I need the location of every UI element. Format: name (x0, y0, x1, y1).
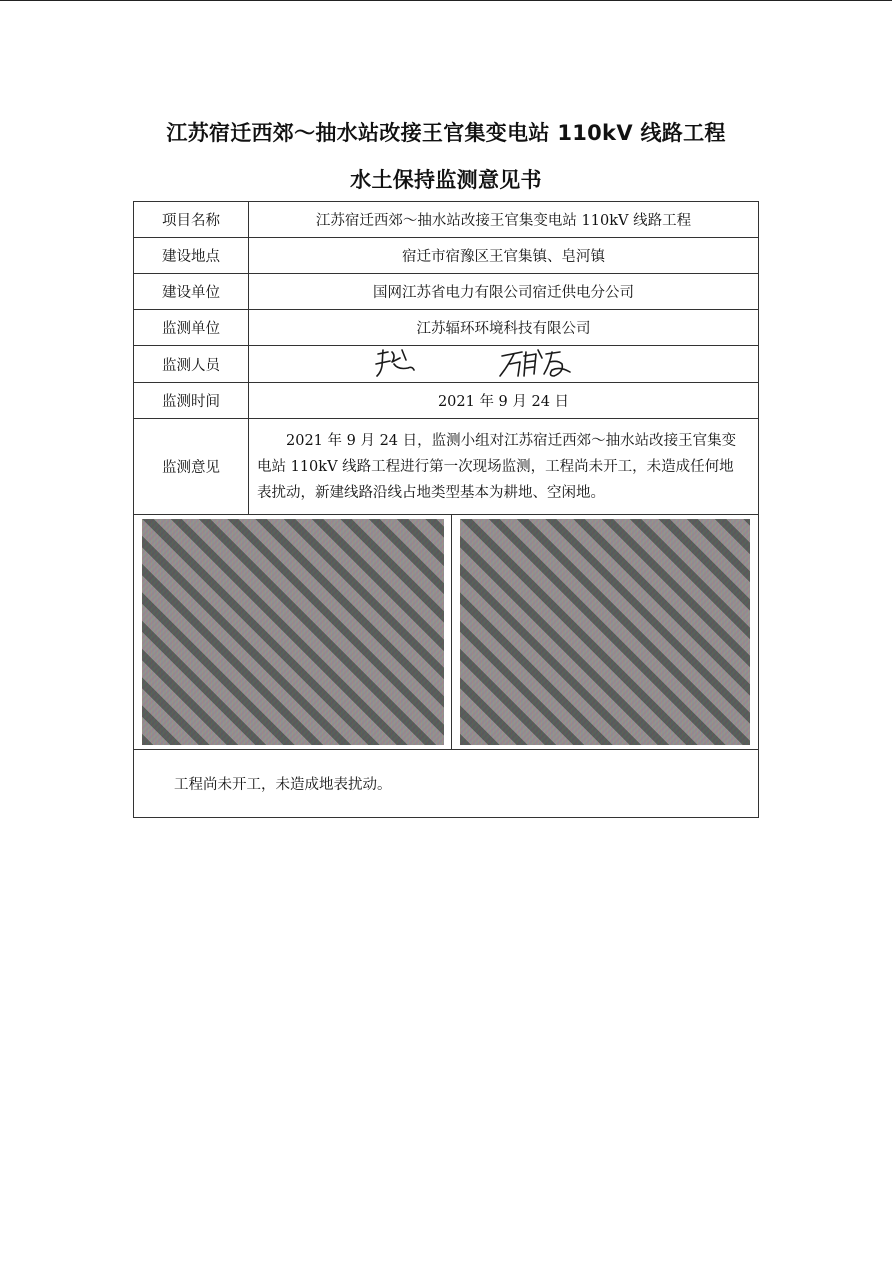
handwritten-signature (374, 346, 614, 382)
page-top-border (0, 0, 892, 1)
document-title: 江苏宿迁西郊～抽水站改接王官集变电站 110kV 线路工程 (166, 121, 726, 145)
document-subtitle: 水土保持监测意见书 (350, 168, 542, 192)
table-row (134, 419, 759, 515)
monitoring-time-value: 2021 年 9 月 24 日 (249, 383, 759, 419)
monitoring-opinion-label: 监测意见 (134, 419, 249, 515)
table-row (134, 310, 759, 346)
construction-unit-label: 建设单位 (134, 274, 249, 310)
construction-unit-value: 国网江苏省电力有限公司宿迁供电分公司 (249, 274, 759, 310)
construction-site-label: 建设地点 (134, 238, 249, 274)
table-row (134, 238, 759, 274)
monitoring-unit-value: 江苏辐环环境科技有限公司 (249, 310, 759, 346)
monitoring-personnel-label: 监测人员 (134, 346, 249, 383)
table-row (134, 274, 759, 310)
site-photo-left (142, 519, 444, 745)
photo-cell (134, 515, 759, 750)
construction-site-value: 宿迁市宿豫区王官集镇、皂河镇 (249, 238, 759, 274)
summary-row (134, 750, 759, 818)
photo-divider (451, 515, 452, 749)
table-row (134, 383, 759, 419)
site-photo-right (460, 519, 750, 745)
signature-area (249, 346, 758, 382)
monitoring-time-label: 监测时间 (134, 383, 249, 419)
project-name-label: 项目名称 (134, 202, 249, 238)
monitoring-form-table (133, 201, 759, 818)
site-photos (134, 515, 758, 749)
photo-row (134, 515, 759, 750)
project-name-value: 江苏宿迁西郊～抽水站改接王官集变电站 110kV 线路工程 (249, 202, 759, 238)
monitoring-personnel-value (249, 346, 759, 383)
monitoring-opinion-text: 2021 年 9 月 24 日，监测小组对江苏宿迁西郊～抽水站改接王官集变电站 110kV 线路工程进行第一次现场监测，工程尚未开工，未造成任何地表扰动，新建线路沿线占地类型基本为耕地、空闲地。 (249, 419, 759, 515)
table-row (134, 202, 759, 238)
summary-text: 工程尚未开工，未造成地表扰动。 (134, 750, 759, 818)
table-row (134, 346, 759, 383)
monitoring-unit-label: 监测单位 (134, 310, 249, 346)
